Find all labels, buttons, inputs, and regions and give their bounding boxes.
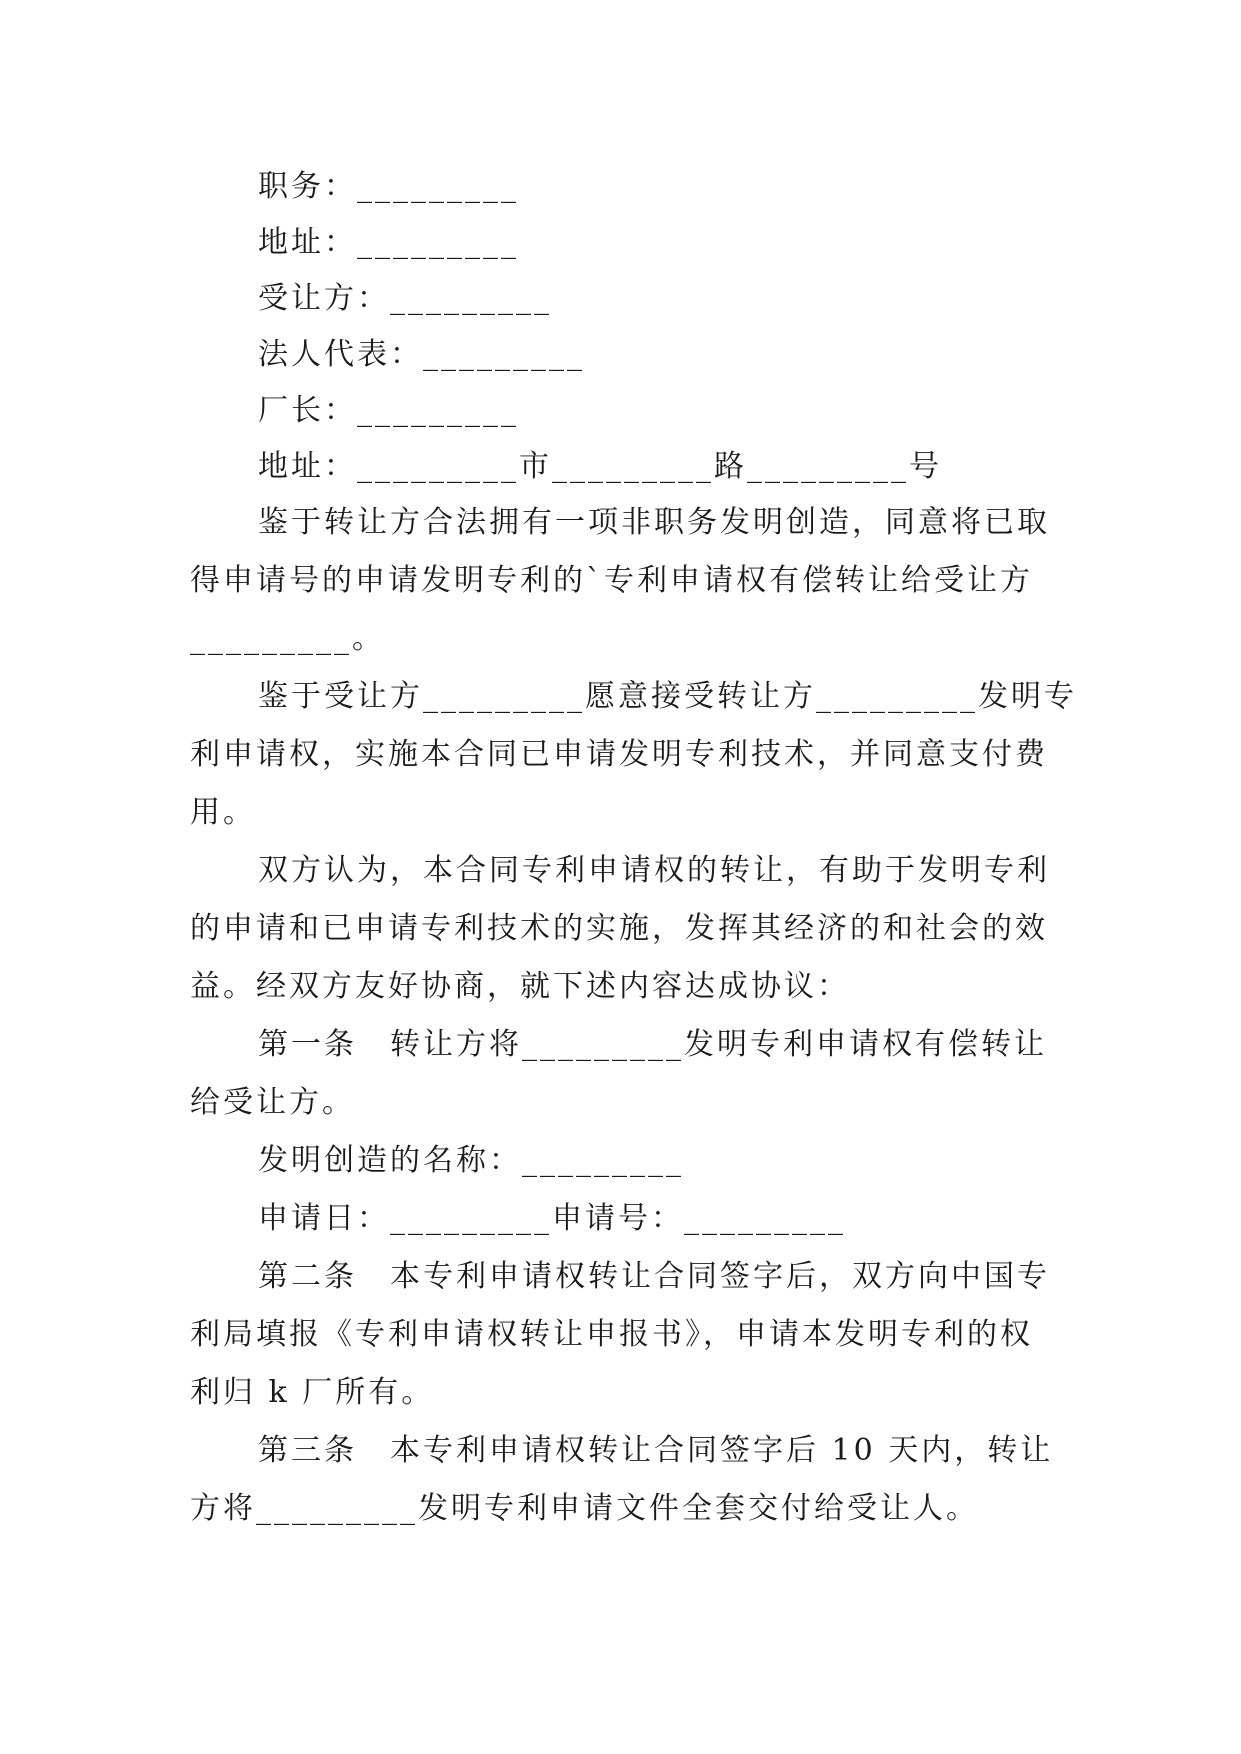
paragraph-line: 鉴于受让方_________愿意接受转让方_________发明专 [258, 679, 1077, 714]
paragraph-line: 双方认为，本合同专利申请权的转让，有助于发明专利 [258, 853, 1050, 888]
paragraph-line: 利申请权，实施本合同已申请发明专利技术，并同意支付费 [190, 737, 1048, 772]
article-1-line: 给受让方。 [190, 1085, 355, 1120]
paragraph-line: _________。 [190, 621, 385, 656]
article-3-line: 方将_________发明专利申请文件全套交付给受让人。 [190, 1491, 979, 1526]
assignee-field: 受让方：_________ [258, 281, 552, 316]
legal-rep-field: 法人代表：_________ [258, 337, 585, 372]
application-date-number-field: 申请日：_________申请号：_________ [258, 1201, 846, 1236]
paragraph-line: 益。经双方友好协商，就下述内容达成协议： [190, 969, 850, 1004]
position-field: 职务：_________ [258, 169, 519, 204]
address-detail-field: 地址：_________市_________路_________号 [258, 449, 942, 484]
article-2-line: 第二条 本专利申请权转让合同签字后，双方向中国专 [258, 1259, 1050, 1294]
factory-director-field: 厂长：_________ [258, 393, 519, 428]
address-field: 地址：_________ [258, 225, 519, 260]
article-2-line: 利归 k 厂所有。 [190, 1375, 435, 1410]
paragraph-line: 鉴于转让方合法拥有一项非职务发明创造，同意将已取 [258, 505, 1050, 540]
article-3-line: 第三条 本专利申请权转让合同签字后 10 天内，转让 [258, 1433, 1054, 1468]
invention-name-field: 发明创造的名称：_________ [258, 1143, 684, 1178]
article-1-line: 第一条 转让方将_________发明专利申请权有偿转让 [258, 1027, 1047, 1062]
paragraph-line: 的申请和已申请专利技术的实施，发挥其经济的和社会的效 [190, 911, 1048, 946]
article-2-line: 利局填报《专利申请权转让申报书》，申请本发明专利的权 [190, 1317, 1033, 1352]
paragraph-line: 用。 [190, 795, 256, 830]
paragraph-line: 得申请号的申请发明专利的`专利申请权有偿转让给受让方 [190, 563, 1033, 598]
